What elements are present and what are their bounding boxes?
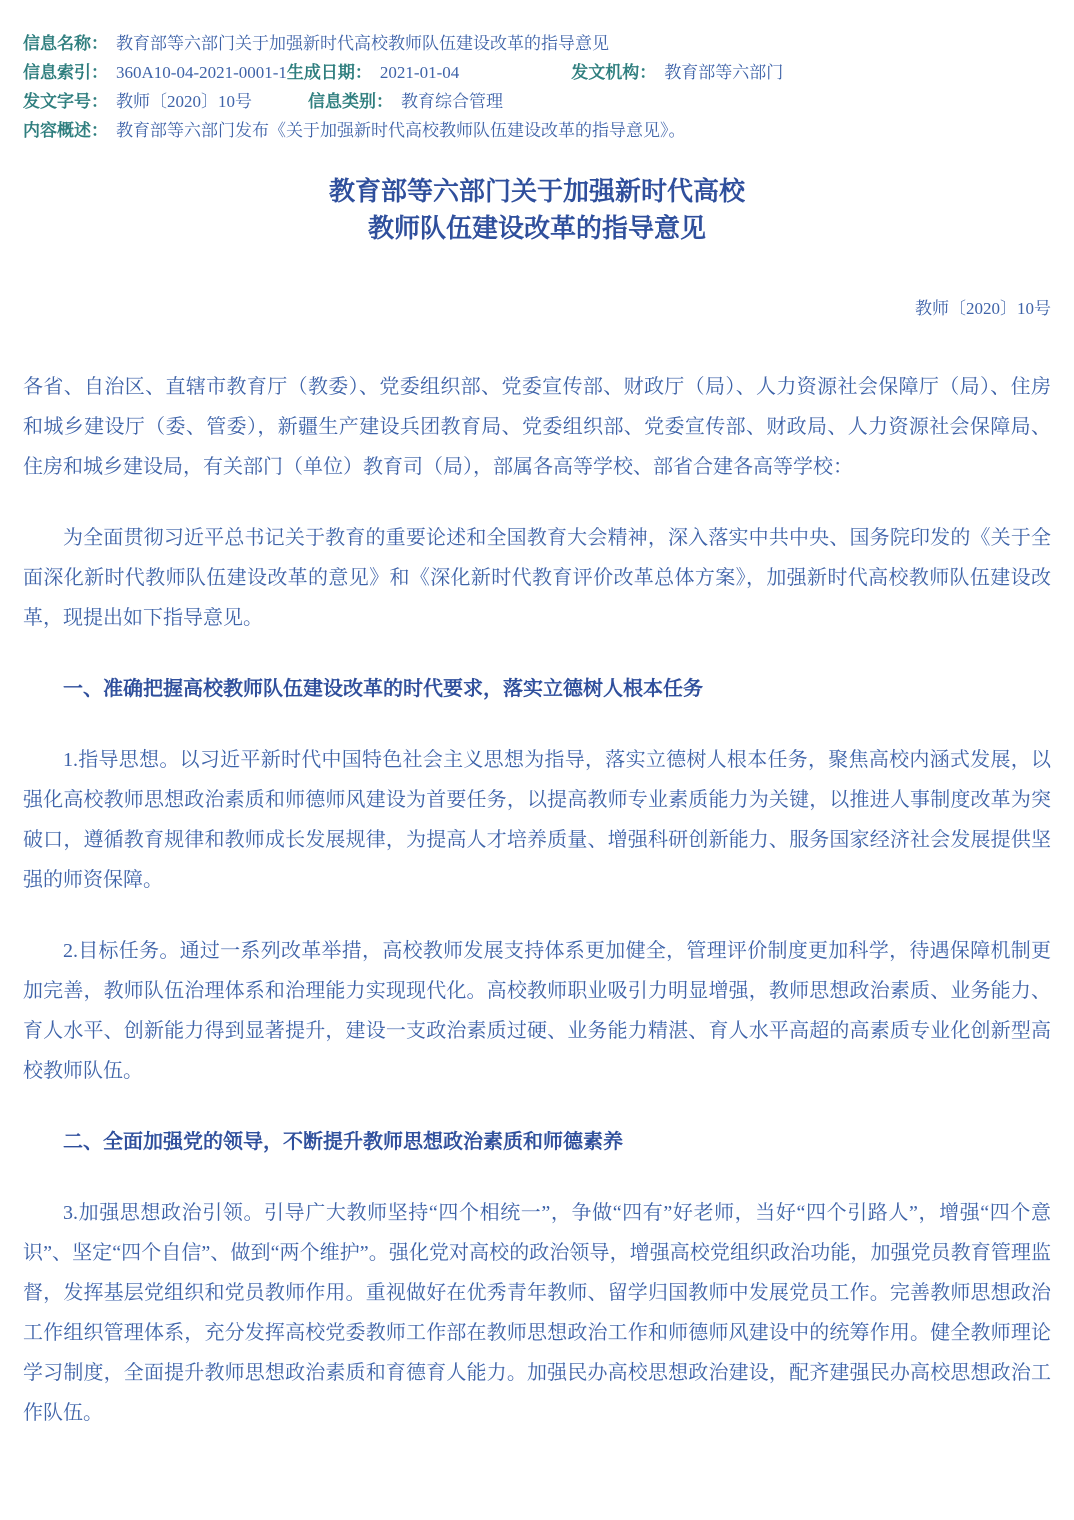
intro-paragraph: 为全面贯彻习近平总书记关于教育的重要论述和全国教育大会精神，深入落实中共中央、国务院印发的《关于全面深化新时代教师队伍建设改革的意见》和《深化新时代教育评价改革总体方案》，加强新时代高校教师队伍建设改革，现提出如下指导意见。 [23,527,1051,629]
section-heading-2: 二、全面加强党的领导，不断提升教师思想政治素质和师德素养 [63,1131,623,1153]
para-target-tasks: 2.目标任务。通过一系列改革举措，高校教师发展支持体系更加健全，管理评价制度更加科学，待遇保障机制更加完善，教师队伍治理体系和治理能力实现现代化。高校教师职业吸引力明显增强，教师思想政治素质、业务能力、育人水平、创新能力得到显著提升，建设一支政治素质过硬、业务能力精湛、育人水平高超的高素质专业化创新型高校教师队伍。 [23,940,1051,1082]
meta-value-info-index: 360A10-04-2021-0001-1 [116,63,287,82]
meta-label-info-index: 信息索引： [23,63,108,82]
document-title-line1: 教育部等六部门关于加强新时代高校 [328,177,745,206]
document-title-line2: 教师队伍建设改革的指导意见 [367,214,706,243]
meta-label-info-name: 信息名称： [23,34,108,53]
meta-value-gen-date: 2021-01-04 [379,63,460,82]
meta-value-summary: 教育部等六部门发布《关于加强新时代高校教师队伍建设改革的指导意见》。 [116,121,686,140]
meta-label-doc-no: 发文字号： [23,92,108,111]
meta-value-info-name: 教育部等六部门关于加强新时代高校教师队伍建设改革的指导意见 [116,34,609,53]
meta-label-category: 信息类别： [308,92,393,111]
meta-value-issuer: 教育部等六部门 [664,63,784,82]
meta-label-summary: 内容概述： [23,121,108,140]
meta-value-category: 教育综合管理 [401,92,503,111]
meta-row-index-date-issuer [23,58,1051,87]
document-body [23,367,1051,1433]
meta-row-docno-category [23,87,1051,116]
meta-label-issuer: 发文机构： [571,63,657,82]
meta-row-info-name [23,29,1051,58]
meta-row-summary [23,116,1051,145]
meta-label-gen-date: 生成日期： [286,63,372,82]
para-political-guidance: 3.加强思想政治引领。引导广大教师坚持“四个相统一”，争做“四有”好老师，当好“四个引路人”，增强“四个意识”、坚定“四个自信”、做到“两个维护”。强化党对高校的政治领导，增强高校党组织政治功能，加强党员教育管理监督，发挥基层党组织和党员教师作用。重视做好在优秀青年教师、留学归国教师中发展党员工作。完善教师思想政治工作组织管理体系，充分发挥高校党委教师工作部在教师思想政治工作和师德师风建设中的统筹作用。健全教师理论学习制度，全面提升教师思想政治素质和育德育人能力。加强民办高校思想政治建设，配齐建强民办高校思想政治工作队伍。 [23,1202,1051,1424]
section-heading-1: 一、准确把握高校教师队伍建设改革的时代要求，落实立德树人根本任务 [63,678,703,700]
document-metadata [23,29,1051,145]
meta-value-doc-no: 教师〔2020〕10号 [116,92,252,111]
para-guiding-ideology: 1.指导思想。以习近平新时代中国特色社会主义思想为指导，落实立德树人根本任务，聚焦高校内涵式发展，以强化高校教师思想政治素质和师德师风建设为首要任务，以提高教师专业素质能力为关键，以推进人事制度改革为突破口，遵循教育规律和教师成长发展规律，为提高人才培养质量、增强科研创新能力、服务国家经济社会发展提供坚强的师资保障。 [23,749,1051,891]
doc-number: 教师〔2020〕10号 [915,299,1051,318]
document-title [23,173,1051,247]
salutation-paragraph: 各省、自治区、直辖市教育厅（教委）、党委组织部、党委宣传部、财政厅（局）、人力资源社会保障厅（局）、住房和城乡建设厅（委、管委），新疆生产建设兵团教育局、党委组织部、党委宣传部、财政局、人力资源社会保障局、住房和城乡建设局，有关部门（单位）教育司（局），部属各高等学校、部省合建各高等学校： [23,376,1051,478]
